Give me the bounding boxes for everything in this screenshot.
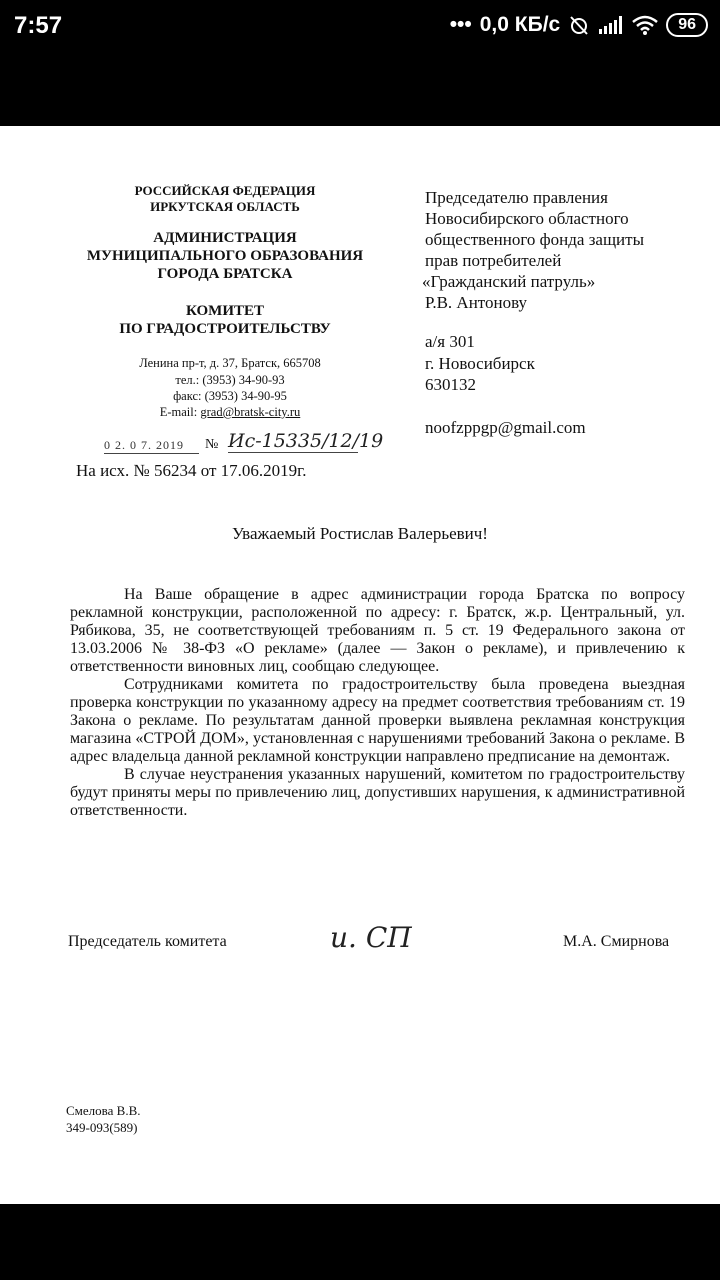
recipient-line-4: прав потребителей [425,251,562,270]
salutation: Уважаемый Ростислав Валерьевич! [232,524,488,543]
status-time: 7:57 [14,12,63,39]
alarm-off-icon [568,14,590,36]
wifi-icon [632,15,658,35]
admin-line-2: МУНИЦИПАЛЬНОГО ОБРАЗОВАНИЯ [86,248,364,264]
admin-line-1: АДМИНИСТРАЦИЯ [153,230,297,246]
document-page [0,126,720,1204]
outgoing-number-label: № [205,437,219,452]
recipient-po-box: а/я 301 [425,332,475,351]
recipient-zip: 630132 [425,375,476,394]
committee-email: grad@bratsk-city.ru [200,405,301,419]
letterhead-country: РОССИЙСКАЯ ФЕДЕРАЦИЯ [134,183,316,198]
email-label: E-mail: [159,405,201,419]
status-right [450,13,708,37]
recipient-line-1: Председателю правления [425,188,608,207]
recipient-line-6: Р.В. Антонову [425,293,528,312]
committee-line-1: КОМИТЕТ [185,303,264,319]
letterhead-region: ИРКУТСКАЯ ОБЛАСТЬ [150,199,300,214]
status-bar [0,0,720,54]
signatory-name: М.А. Смирнова [563,933,670,950]
recipient-line-5: «Гражданский патруль» [422,272,596,291]
recipient-line-3: общественного фонда защиты [425,230,645,249]
more-dots-icon: ••• [449,13,472,36]
outgoing-reference: На исх. № 56234 от 17.06.2019г. [76,461,307,480]
committee-address: Ленина пр-т, д. 37, Братск, 665708 [139,356,321,370]
committee-line-2: ПО ГРАДОСТРОИТЕЛЬСТВУ [119,321,331,337]
battery-indicator: 96 [666,13,708,37]
handwritten-signature: и. СП [330,921,412,954]
letter-body [70,586,685,820]
recipient-line-2: Новосибирского областного [425,209,629,228]
admin-line-3: ГОРОДА БРАТСКА [157,266,293,282]
recipient-email: noofzppgp@gmail.com [425,418,586,437]
signal-icon [598,15,624,35]
executor-name: Смелова В.В. [66,1103,141,1118]
executor-phone: 349-093(589) [66,1120,138,1135]
outgoing-date: 0 2. 0 7. 2019 [104,438,199,454]
recipient-city: г. Новосибирск [425,354,535,373]
paragraph: В случае неустранения указанных нарушений, комитетом по градостроительству будут приняты меры по привлечению лиц, допустивших нарушения, к административной ответственности. [70,766,685,819]
committee-phone: тел.: (3953) 34-90-93 [175,373,285,387]
committee-email-line [110,404,350,420]
outgoing-number: Ис-15335/12/19 [228,430,384,452]
network-speed: 0,0 КБ/с [479,13,561,36]
paragraph: Сотрудниками комитета по градостроительству была проведена выездная проверка конструкции по указанному адресу на предмет соответствия требованиям ст. 19 Закона о рекламе. По результатам данной проверки выявлена рекламная конструкция магазина «СТРОЙ ДОМ», установленная с нарушениями требований Закона о рекламе. В адрес владельца данной рекламной конструкции направлено предписание на демонтаж. [70,676,685,765]
signature-title: Председатель комитета [68,933,227,950]
paragraph: На Ваше обращение в адрес администрации города Братска по вопросу рекламной конструкции, расположенной по адресу: г. Братск, ж.р. Центральный, ул. Рябикова, 35, не соответствующей требованиям п. 5 ст. 19 Федерального закона от 13.03.2006 № 38-ФЗ «О рекламе» (далее — Закон о рекламе), и привлечению к ответственности виновных лиц, сообщаю следующее. [70,586,685,675]
committee-fax: факс: (3953) 34-90-95 [173,389,287,403]
